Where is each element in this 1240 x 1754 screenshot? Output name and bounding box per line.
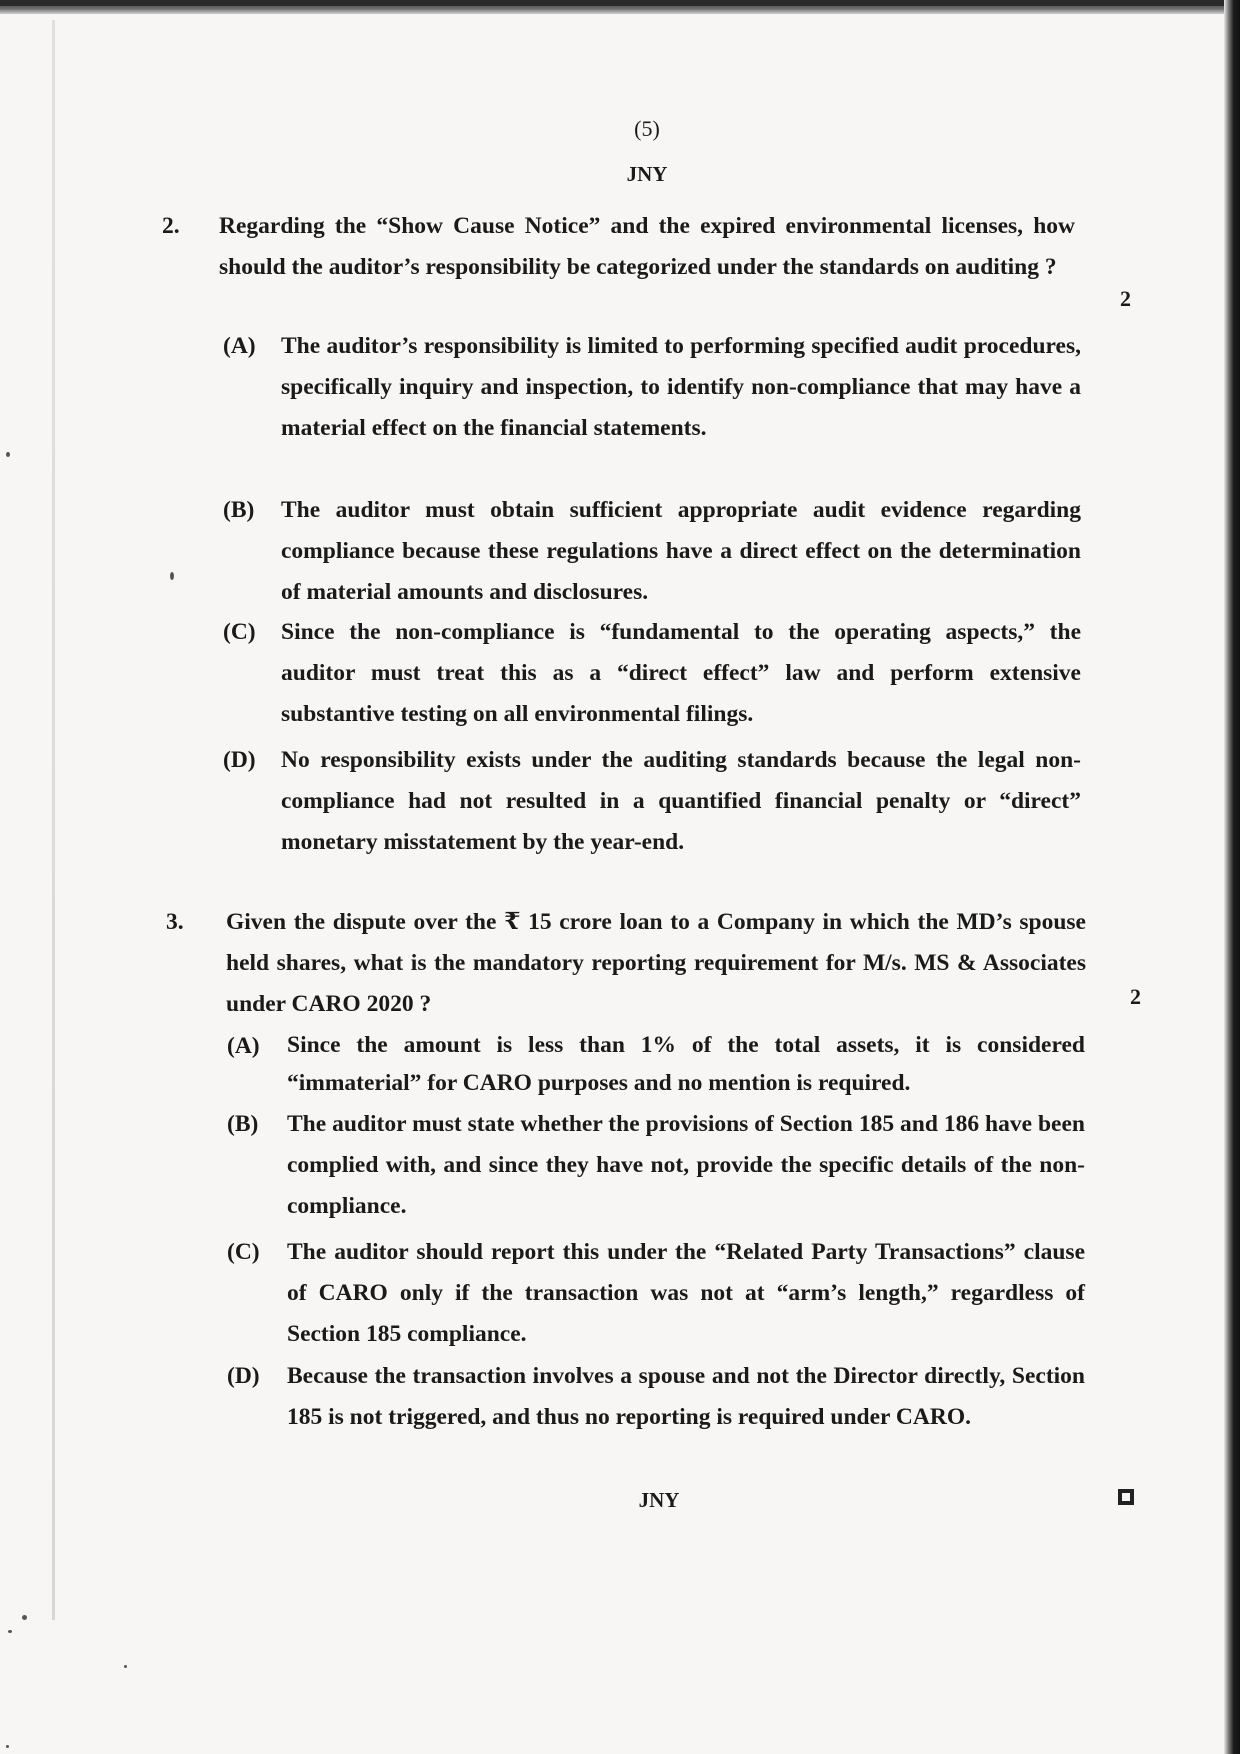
scan-top-shadow xyxy=(0,0,1240,6)
question-marks: 2 xyxy=(1130,984,1141,1009)
scan-speck xyxy=(170,572,174,580)
option-letter: (A) xyxy=(227,1033,260,1059)
page-number: (5) xyxy=(634,116,660,141)
option-text: Since the amount is less than 1% of the total assets, it is considered “immaterial” for CARO purposes and no mention is required. xyxy=(287,1032,1085,1096)
question-text: Regarding the “Show Cause Notice” and the expired environmental licenses, how should the auditor’s responsibility be categorized under the standards on auditing ? xyxy=(219,213,1075,280)
option-text: The auditor must obtain sufficient appropriate audit evidence regarding compliance because these regulations have a direct effect on the determination of material amounts and disclosures. xyxy=(281,497,1081,605)
scan-speck xyxy=(8,1630,12,1633)
option-letter: (D) xyxy=(227,1363,260,1389)
scan-speck xyxy=(6,1745,9,1748)
option-letter: (D) xyxy=(223,747,256,773)
option-text: Because the transaction involves a spouse and not the Director directly, Section 185 is not triggered, and thus no reporting is required under CARO. xyxy=(287,1363,1085,1430)
question-number: 2. xyxy=(162,213,180,239)
scan-speck xyxy=(22,1615,27,1620)
option-text: The auditor’s responsibility is limited to performing specified audit procedures, specifically inquiry and inspection, to identify non-compliance that may have a material effect on the financial statements. xyxy=(281,333,1081,441)
paper-code-header: JNY xyxy=(626,162,668,186)
option-letter: (B) xyxy=(227,1111,259,1137)
option-text: The auditor must state whether the provisions of Section 185 and 186 have been complied with, and since they have not, provide the specific details of the non-compliance. xyxy=(287,1111,1085,1219)
option-letter: (A) xyxy=(223,333,256,359)
option-letter: (C) xyxy=(227,1239,260,1265)
scan-speck xyxy=(124,1665,127,1668)
question-number: 3. xyxy=(166,909,184,935)
square-mark-icon xyxy=(1118,1489,1134,1505)
option-letter: (B) xyxy=(223,497,255,523)
option-text: Since the non-compliance is “fundamental to the operating aspects,” the auditor must treat this as a “direct effect” law and perform extensive substantive testing on all environmental filings. xyxy=(281,619,1081,727)
paper-code-footer: JNY xyxy=(638,1488,680,1512)
question-marks: 2 xyxy=(1120,286,1131,311)
option-letter: (C) xyxy=(223,619,256,645)
scan-left-margin-line xyxy=(52,20,55,1620)
scan-speck xyxy=(6,452,10,457)
option-text: No responsibility exists under the auditing standards because the legal non-compliance had not resulted in a quantified financial penalty or “direct” monetary misstatement by the year-end. xyxy=(281,747,1081,855)
question-text: Given the dispute over the ₹ 15 crore loan to a Company in which the MD’s spouse held shares, what is the mandatory reporting requirement for M/s. MS & Associates under CARO 2020 ? xyxy=(226,909,1086,1017)
option-text: The auditor should report this under the “Related Party Transactions” clause of CARO only if the transaction was not at “arm’s length,” regardless of Section 185 compliance. xyxy=(287,1239,1085,1347)
